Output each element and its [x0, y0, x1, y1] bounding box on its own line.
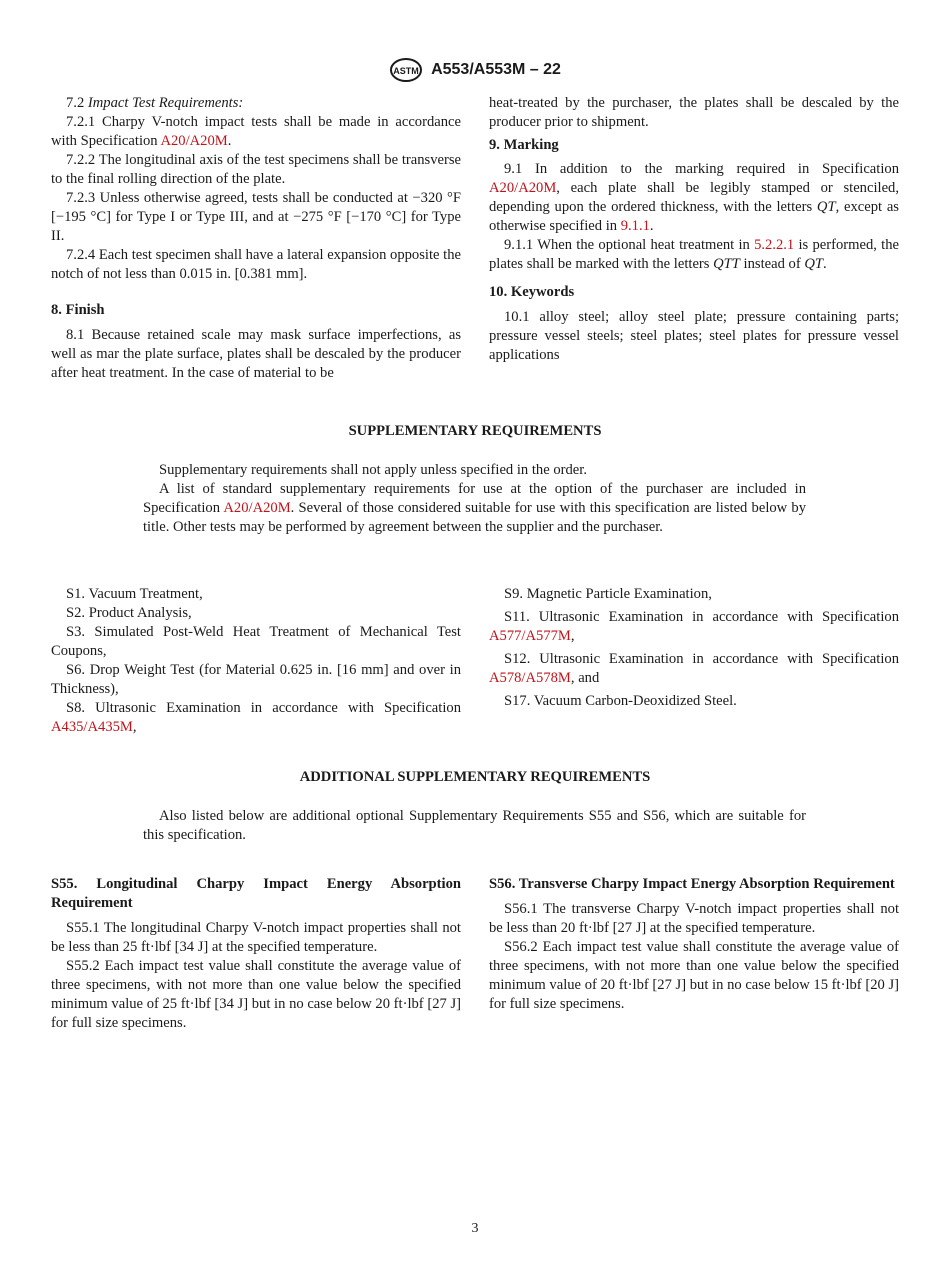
clause-7-2-4: 7.2.4 Each test specimen shall have a lateral expansion opposite the notch of not less than 0.015 in. [0.381 mm]. [51, 247, 461, 282]
list-item: S11. Ultrasonic Examination in accordance with Specification A577/A577M, [489, 609, 899, 644]
document-designation: A553/A553M – 22 [431, 61, 561, 78]
list-item: S17. Vacuum Carbon-Deoxidized Steel. [504, 693, 737, 709]
clause-7-2: 7.2 Impact Test Requirements: [66, 95, 244, 111]
ref-a20-link[interactable]: A20/A20M [160, 133, 228, 149]
supplementary-heading: SUPPLEMENTARY REQUIREMENTS [348, 423, 602, 439]
additional-intro: Also listed below are additional optional Supplementary Requirements S55 and S56, which are suitable for this specification. [143, 808, 806, 843]
clause-9-1-1: 9.1.1 When the optional heat treatment in 5.2.2.1 is performed, the plates shall be marked with the letters QTT instead of QT. [489, 237, 899, 272]
ref-5-2-2-1-link[interactable]: 5.2.2.1 [754, 237, 795, 253]
ref-a20-link[interactable]: A20/A20M [223, 500, 291, 516]
list-item: S9. Magnetic Particle Examination, [504, 586, 712, 602]
page-number: 3 [471, 1221, 479, 1236]
section-10-heading: 10. Keywords [489, 284, 575, 300]
s55-1: S55.1 The longitudinal Charpy V-notch impact properties shall not be less than 25 ft·lbf [34 J] at the specified temperature. [51, 920, 461, 955]
clause-7-2-3: 7.2.3 Unless otherwise agreed, tests shall be conducted at −320 °F [−195 °C] for Type I or Type III, and at −275 °F [−170 °C] for Type II. [51, 190, 461, 244]
list-item: S2. Product Analysis, [66, 605, 192, 621]
s55-2: S55.2 Each impact test value shall constitute the average value of three specimens, with not more than one value below the specified minimum value of 25 ft·lbf [34 J] but in no case below 20 ft·lbf [27 J] for full size specimens. [51, 958, 461, 1031]
clause-10-1: 10.1 alloy steel; alloy steel plate; pressure containing parts; pressure vessel steels; steel plates; steel plates for pressure vessel applications [489, 309, 899, 363]
left-column-top [51, 94, 461, 383]
list-item: S8. Ultrasonic Examination in accordance with Specification A435/A435M, [51, 700, 461, 735]
ref-a578-link[interactable]: A578/A578M [489, 670, 571, 686]
section-8-heading: 8. Finish [51, 302, 105, 318]
section-9-heading: 9. Marking [489, 137, 559, 153]
s56-1: S56.1 The transverse Charpy V-notch impact properties shall not be less than 20 ft·lbf [27 J] at the specified temperature. [489, 901, 899, 936]
supplementary-intro-1: Supplementary requirements shall not apply unless specified in the order. [159, 462, 587, 478]
list-item: S12. Ultrasonic Examination in accordance with Specification A578/A578M, and [489, 651, 899, 686]
list-item: S1. Vacuum Treatment, [66, 586, 203, 602]
supplementary-list-right [489, 585, 899, 711]
supplementary-list-left [51, 585, 461, 737]
ref-a577-link[interactable]: A577/A577M [489, 628, 571, 644]
right-column-top [489, 94, 899, 365]
ref-9-1-1-link[interactable]: 9.1.1 [620, 218, 650, 234]
clause-9-1: 9.1 In addition to the marking required in Specification A20/A20M, each plate shall be legibly stamped or stenciled, depending upon the ordered thickness, with the letters QT, except as otherwise specified in 9.1.1. [489, 161, 899, 234]
s56-2: S56.2 Each impact test value shall constitute the average value of three specimens, with not more than one value below the specified minimum value of 20 ft·lbf [27 J] but in no case below 15 ft·lbf [20 J] for full size specimens. [489, 939, 899, 1012]
supplementary-intro [143, 461, 806, 537]
svg-text:ASTM: ASTM [393, 66, 419, 76]
clause-8-1: 8.1 Because retained scale may mask surface imperfections, as well as mar the plate surface, plates shall be descaled by the producer after heat treatment. In the case of material to be [51, 327, 461, 381]
list-item: S6. Drop Weight Test (for Material 0.625 in. [16 mm] and over in Thickness), [51, 662, 461, 697]
supplementary-intro-2: A list of standard supplementary requirements for use at the option of the purchaser are included in Specification A20/A20M. Several of those considered suitable for use with this specification are listed below by title. Other tests may be performed by agreement between the supplier and the purchaser. [143, 481, 806, 535]
page-header [0, 57, 950, 83]
s55-section [51, 875, 461, 1033]
s56-section [489, 875, 899, 1014]
clause-8-1-continued: heat-treated by the purchaser, the plates shall be descaled by the producer prior to shipment. [489, 95, 899, 130]
clause-7-2-1: 7.2.1 Charpy V-notch impact tests shall be made in accordance with Specification A20/A20M. [51, 114, 461, 149]
s56-heading: S56. Transverse Charpy Impact Energy Absorption Requirement [489, 876, 895, 892]
clause-7-2-2: 7.2.2 The longitudinal axis of the test specimens shall be transverse to the final rolling direction of the plate. [51, 152, 461, 187]
s55-heading: S55. Longitudinal Charpy Impact Energy Absorption Requirement [51, 876, 461, 911]
astm-logo-icon [389, 57, 423, 83]
list-item: S3. Simulated Post-Weld Heat Treatment of Mechanical Test Coupons, [51, 624, 461, 659]
ref-a435-link[interactable]: A435/A435M [51, 719, 133, 735]
additional-heading: ADDITIONAL SUPPLEMENTARY REQUIREMENTS [299, 769, 651, 785]
ref-a20-link[interactable]: A20/A20M [489, 180, 557, 196]
